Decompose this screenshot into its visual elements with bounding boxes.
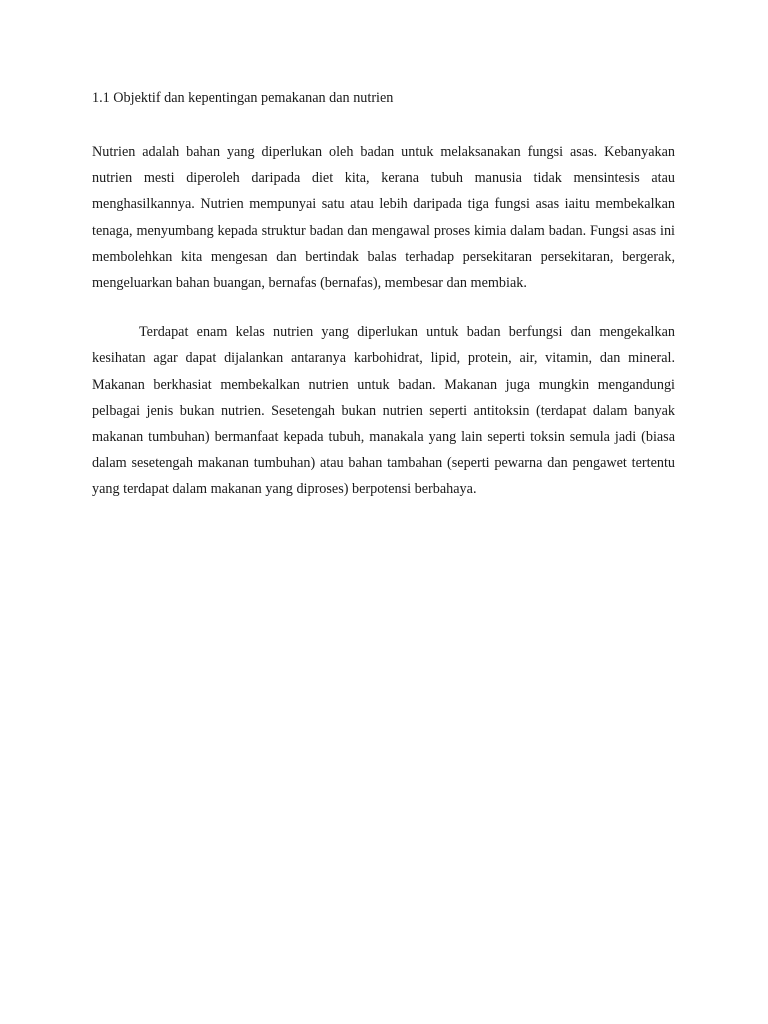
paragraph-nutrient-definition: Nutrien adalah bahan yang diperlukan oleh badan untuk melaksanakan fungsi asas. Kebanyakan nutrien mesti diperoleh daripada diet kita, kerana tubuh manusia tidak mensintesis atau menghasilkannya. Nutrien mempunyai satu atau lebih daripada tiga fungsi asas iaitu membekalkan tenaga, menyumbang kepada struktur badan dan mengawal proses kimia dalam badan. Fungsi asas ini membolehkan kita mengesan dan bertindak balas terhadap persekitaran persekitaran, bergerak, mengeluarkan bahan buangan, bernafas (bernafas), membesar dan membiak.	[92, 144, 675, 292]
paragraph-nutrient-classes: Terdapat enam kelas nutrien yang diperlukan untuk badan berfungsi dan mengekalkan kesihatan agar dapat dijalankan antaranya karbohidrat, lipid, protein, air, vitamin, dan mineral. Makanan berkhasiat membekalkan nutrien untuk badan. Makanan juga mungkin mengandungi pelbagai jenis bukan nutrien. Sesetengah bukan nutrien seperti antitoksin (terdapat dalam banyak makanan tumbuhan) bermanfaat kepada tubuh, manakala yang lain seperti toksin semula jadi (biasa dalam sesetengah makanan tumbuhan) atau bahan tambahan (seperti pewarna dan pengawet tertentu yang terdapat dalam makanan yang diproses) berpotensi berbahaya.	[92, 324, 675, 498]
section-heading: 1.1 Objektif dan kepentingan pemakanan dan nutrien	[92, 90, 394, 106]
document-body	[92, 86, 675, 503]
